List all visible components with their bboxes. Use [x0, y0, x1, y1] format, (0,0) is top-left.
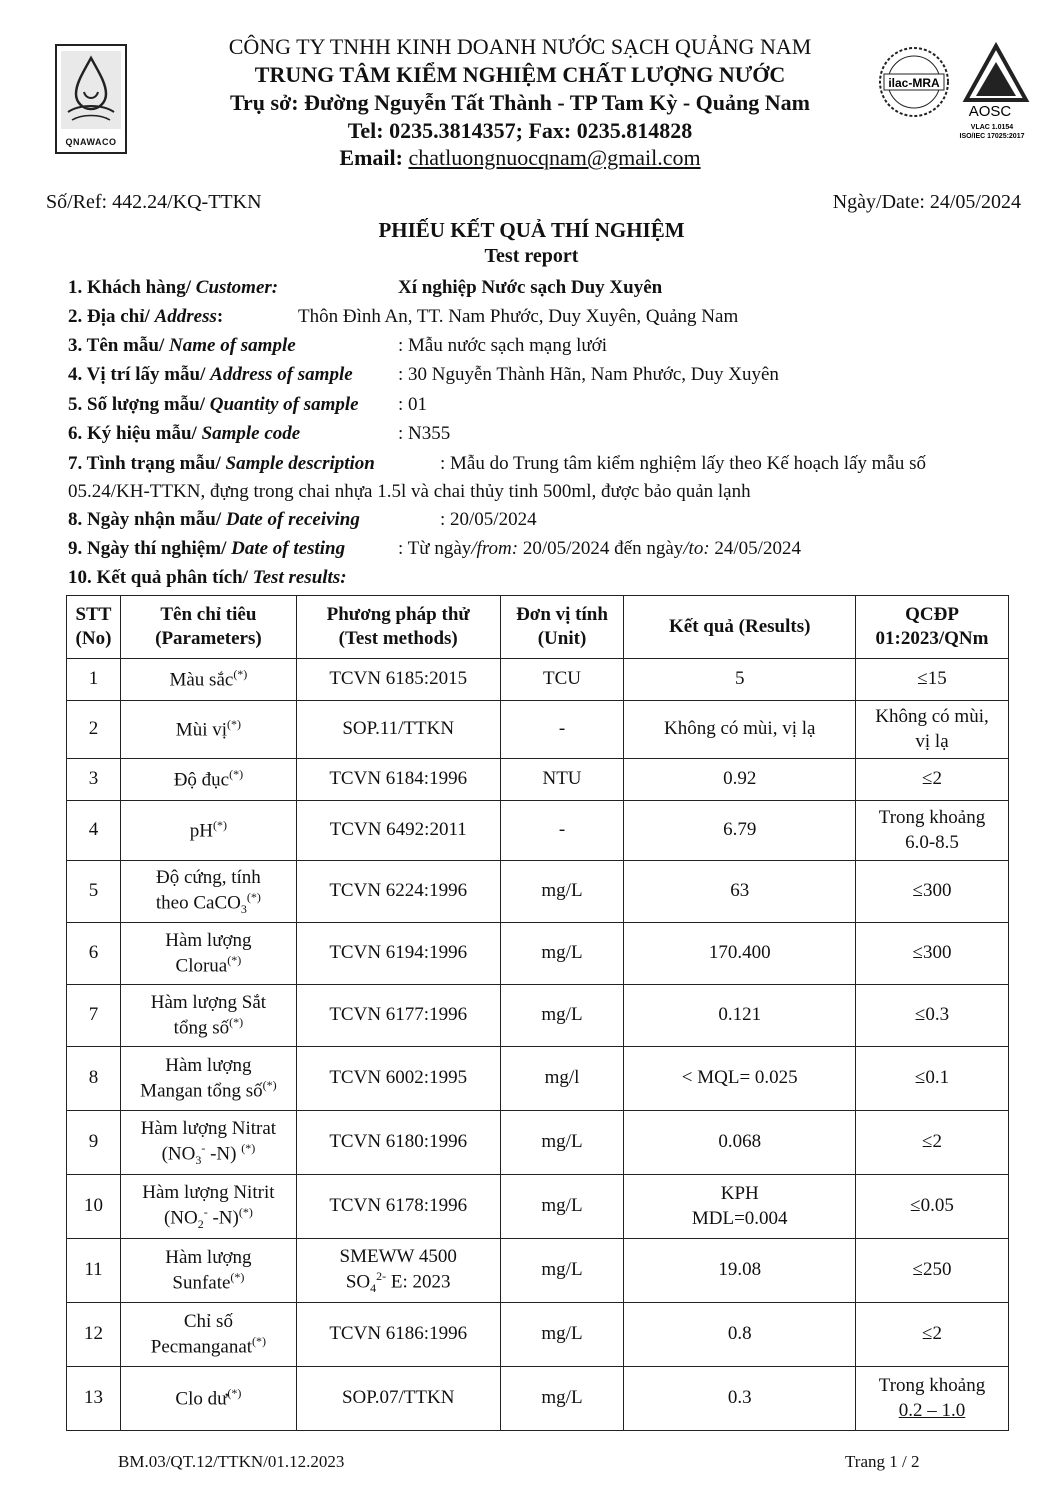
address-colon: : [216, 306, 224, 327]
page-number: Trang 1 / 2 [845, 1452, 920, 1471]
test-results-heading [68, 567, 347, 589]
sample-quantity-label-en: Quantity of sample [209, 394, 359, 415]
cell-method: TCVN 6224:1996 [296, 861, 500, 923]
form-code: BM.03/QT.12/TTKN/01.12.2023 [118, 1452, 345, 1471]
email-link[interactable]: chatluongnuocqnam@gmail.com [408, 145, 701, 170]
cell-standard: ≤0.1 [856, 1047, 1009, 1111]
table-row [67, 861, 1009, 923]
report-title: PHIẾU KẾT QUẢ THÍ NGHIỆM [378, 218, 685, 242]
table-row [67, 659, 1009, 701]
cell-parameter: Hàm lượng Nitrit ($NO_2^-$ -N)(*) [120, 1175, 296, 1239]
aosc-triangle-icon [966, 46, 1026, 100]
table-row [67, 923, 1009, 985]
cell-unit: NTU [500, 759, 624, 801]
cell-no: 7 [67, 985, 121, 1047]
address-line [68, 306, 739, 328]
sample-location-line [68, 364, 779, 386]
cell-unit: mg/l [500, 1047, 624, 1111]
cell-parameter: Độ đục(*) [120, 759, 296, 801]
header-unit: Đơn vị tính (Unit) [500, 596, 624, 659]
cell-unit: - [500, 701, 624, 759]
cell-no: 1 [67, 659, 121, 701]
sample-description-label: 7. Tình trạng mẫu/ [68, 453, 226, 474]
test-results-label: 10. Kết quả phân tích/ [68, 567, 253, 588]
cell-no: 11 [67, 1239, 121, 1303]
cell-result: < MQL= 0.025 [624, 1047, 856, 1111]
cell-method: TCVN 6194:1996 [296, 923, 500, 985]
sample-location-value: : 30 Nguyễn Thành Hãn, Nam Phước, Duy Xuyên [398, 364, 779, 385]
header-method: Phương pháp thử (Test methods) [296, 596, 500, 659]
center-address: Trụ sở: Đường Nguyễn Tất Thành - TP Tam Kỳ - Quảng Nam [230, 90, 810, 115]
cell-unit: mg/L [500, 923, 624, 985]
sample-code-value: : N355 [398, 423, 451, 444]
accreditation-logos [876, 40, 1046, 150]
sample-name-value: : Mẫu nước sạch mạng lưới [398, 335, 608, 356]
cell-result: 19.08 [624, 1239, 856, 1303]
table-row [67, 759, 1009, 801]
cell-method: SOP.07/TTKN [296, 1367, 500, 1431]
cell-parameter: Hàm lượng Sunfate(*) [120, 1239, 296, 1303]
table-row [67, 1175, 1009, 1239]
ilac-label: ilac-MRA [888, 76, 940, 90]
cell-standard: ≤0.3 [856, 985, 1009, 1047]
sample-name-label-en: Name of sample [169, 335, 296, 356]
cell-result: 0.068 [624, 1111, 856, 1175]
cell-standard: ≤250 [856, 1239, 1009, 1303]
address-label-en: Address [154, 306, 217, 327]
sample-code-line [68, 423, 451, 445]
test-date-value: : Từ ngày/from: 20/05/2024 đến ngày/to: 24/05/2024 [398, 538, 801, 559]
cell-no: 13 [67, 1367, 121, 1431]
cell-parameter: Hàm lượng Clorua(*) [120, 923, 296, 985]
cell-parameter: Hàm lượng Sắt tổng số(*) [120, 985, 296, 1047]
cell-unit: mg/L [500, 1175, 624, 1239]
cell-no: 3 [67, 759, 121, 801]
cell-unit: mg/L [500, 1111, 624, 1175]
cell-unit: mg/L [500, 861, 624, 923]
cell-method: TCVN 6177:1996 [296, 985, 500, 1047]
cell-parameter: Mùi vị(*) [120, 701, 296, 759]
cell-result: 0.92 [624, 759, 856, 801]
cell-no: 12 [67, 1303, 121, 1367]
cell-method: TCVN 6178:1996 [296, 1175, 500, 1239]
company-logo [55, 44, 127, 154]
cell-method: SMEWW 4500 $SO_4^{2-}$ E: 2023 [296, 1239, 500, 1303]
table-row [67, 1239, 1009, 1303]
cell-unit: TCU [500, 659, 624, 701]
cell-no: 5 [67, 861, 121, 923]
receive-date-label: 8. Ngày nhận mẫu/ [68, 509, 226, 530]
cell-no: 9 [67, 1111, 121, 1175]
table-header-row [67, 596, 1009, 659]
table-row [67, 1303, 1009, 1367]
sample-quantity-line [68, 394, 428, 416]
cell-method: TCVN 6180:1996 [296, 1111, 500, 1175]
company-name: CÔNG TY TNHH KINH DOANH NƯỚC SẠCH QUẢNG NAM [228, 34, 812, 59]
cell-parameter: pH(*) [120, 801, 296, 861]
cell-standard: ≤300 [856, 861, 1009, 923]
cell-standard: Trong khoảng 0.2 – 1.0 [856, 1367, 1009, 1431]
center-email [140, 145, 900, 171]
customer-label: 1. Khách hàng/ [68, 277, 196, 298]
sample-description-line-2: 05.24/KH-TTKN, đựng trong chai nhựa 1.5l và chai thủy tinh 500ml, được bảo quản lạnh [68, 481, 751, 502]
reference-number: Số/Ref: 442.24/KQ-TTKN [46, 191, 262, 213]
cell-parameter: Chỉ số Pecmanganat(*) [120, 1303, 296, 1367]
center-name: TRUNG TÂM KIỂM NGHIỆM CHẤT LƯỢNG NƯỚC [254, 62, 786, 87]
cell-unit: mg/L [500, 1239, 624, 1303]
cell-parameter: Hàm lượng Mangan tổng số(*) [120, 1047, 296, 1111]
cell-method: TCVN 6002:1995 [296, 1047, 500, 1111]
sample-name-line [68, 335, 608, 357]
cell-result: 170.400 [624, 923, 856, 985]
cell-standard: Không có mùi, vị lạ [856, 701, 1009, 759]
center-phone: Tel: 0235.3814357; Fax: 0235.814828 [347, 118, 693, 143]
cell-standard: ≤2 [856, 1303, 1009, 1367]
iso-code: ISO/IEC 17025:2017 [959, 133, 1025, 140]
cell-parameter: Độ cứng, tính theo CaCO$_3$(*) [120, 861, 296, 923]
header-result: Kết quả (Results) [624, 596, 856, 659]
cell-method: SOP.11/TTKN [296, 701, 500, 759]
test-date-label: 9. Ngày thí nghiệm/ [68, 538, 232, 559]
report-subtitle: Test report [484, 245, 579, 267]
cell-method: TCVN 6492:2011 [296, 801, 500, 861]
results-table [66, 595, 1009, 1431]
cell-parameter: Hàm lượng Nitrat ($NO_3^-$ -N) (*) [120, 1111, 296, 1175]
cell-result: Không có mùi, vị lạ [624, 701, 856, 759]
cell-parameter: Clo dư(*) [120, 1367, 296, 1431]
cell-standard: ≤300 [856, 923, 1009, 985]
cell-standard: Trong khoảng 6.0-8.5 [856, 801, 1009, 861]
receive-date-line [68, 509, 537, 531]
test-date-label-en: Date of testing [231, 538, 346, 559]
cell-result: 63 [624, 861, 856, 923]
email-label: Email: [339, 145, 409, 170]
table-row [67, 1047, 1009, 1111]
cell-no: 6 [67, 923, 121, 985]
address-label: 2. Địa chỉ/ [68, 306, 155, 327]
sample-code-label-en: Sample code [201, 423, 301, 444]
sample-code-label: 6. Ký hiệu mẫu/ [68, 423, 202, 444]
cell-result: 6.79 [624, 801, 856, 861]
cell-method: TCVN 6185:2015 [296, 659, 500, 701]
cell-result: 0.121 [624, 985, 856, 1047]
report-date: Ngày/Date: 24/05/2024 [832, 191, 1021, 213]
vilas-code: VLAC 1.0154 [970, 124, 1014, 131]
cell-method: TCVN 6184:1996 [296, 759, 500, 801]
water-drop-logo-icon [60, 50, 122, 130]
cell-result: 0.3 [624, 1367, 856, 1431]
address-value: Thôn Đình An, TT. Nam Phước, Duy Xuyên, Quảng Nam [298, 306, 739, 327]
cell-unit: mg/L [500, 1303, 624, 1367]
cell-unit: - [500, 801, 624, 861]
cell-no: 4 [67, 801, 121, 861]
test-date-line [68, 538, 801, 560]
aosc-label: AOSC [968, 103, 1012, 120]
logo-caption: QNAWACO [65, 137, 117, 147]
receive-date-label-en: Date of receiving [225, 509, 360, 530]
customer-line [68, 277, 663, 299]
header-standard: QCĐP 01:2023/QNm [856, 596, 1009, 659]
header-parameter: Tên chỉ tiêu (Parameters) [120, 596, 296, 659]
sample-quantity-value: : 01 [398, 394, 428, 415]
table-row [67, 801, 1009, 861]
sample-location-label: 4. Vị trí lấy mẫu/ [68, 364, 211, 385]
cell-standard: ≤0.05 [856, 1175, 1009, 1239]
table-row [67, 1111, 1009, 1175]
cell-unit: mg/L [500, 985, 624, 1047]
customer-label-en: Customer: [195, 277, 279, 298]
receive-date-value: : 20/05/2024 [440, 509, 537, 530]
cell-method: TCVN 6186:1996 [296, 1303, 500, 1367]
customer-value: Xí nghiệp Nước sạch Duy Xuyên [398, 277, 663, 298]
test-results-label-en: Test results: [252, 567, 347, 588]
table-row [67, 985, 1009, 1047]
cell-result: 0.8 [624, 1303, 856, 1367]
cell-standard: ≤15 [856, 659, 1009, 701]
sample-quantity-label: 5. Số lượng mẫu/ [68, 394, 210, 415]
header-no: STT (No) [67, 596, 121, 659]
cell-standard: ≤2 [856, 759, 1009, 801]
cell-no: 8 [67, 1047, 121, 1111]
cell-result: KPH MDL=0.004 [624, 1175, 856, 1239]
sample-description-line [68, 453, 927, 475]
cell-no: 2 [67, 701, 121, 759]
sample-description-value-1: : Mẫu do Trung tâm kiểm nghiệm lấy theo Kế hoạch lấy mẫu số [440, 453, 927, 474]
cell-result: 5 [624, 659, 856, 701]
cell-no: 10 [67, 1175, 121, 1239]
cell-unit: mg/L [500, 1367, 624, 1431]
table-row [67, 1367, 1009, 1431]
cell-parameter: Màu sắc(*) [120, 659, 296, 701]
sample-name-label: 3. Tên mẫu/ [68, 335, 170, 356]
cell-standard: ≤2 [856, 1111, 1009, 1175]
table-row [67, 701, 1009, 759]
sample-location-label-en: Address of sample [210, 364, 353, 385]
sample-description-label-en: Sample description [225, 453, 375, 474]
